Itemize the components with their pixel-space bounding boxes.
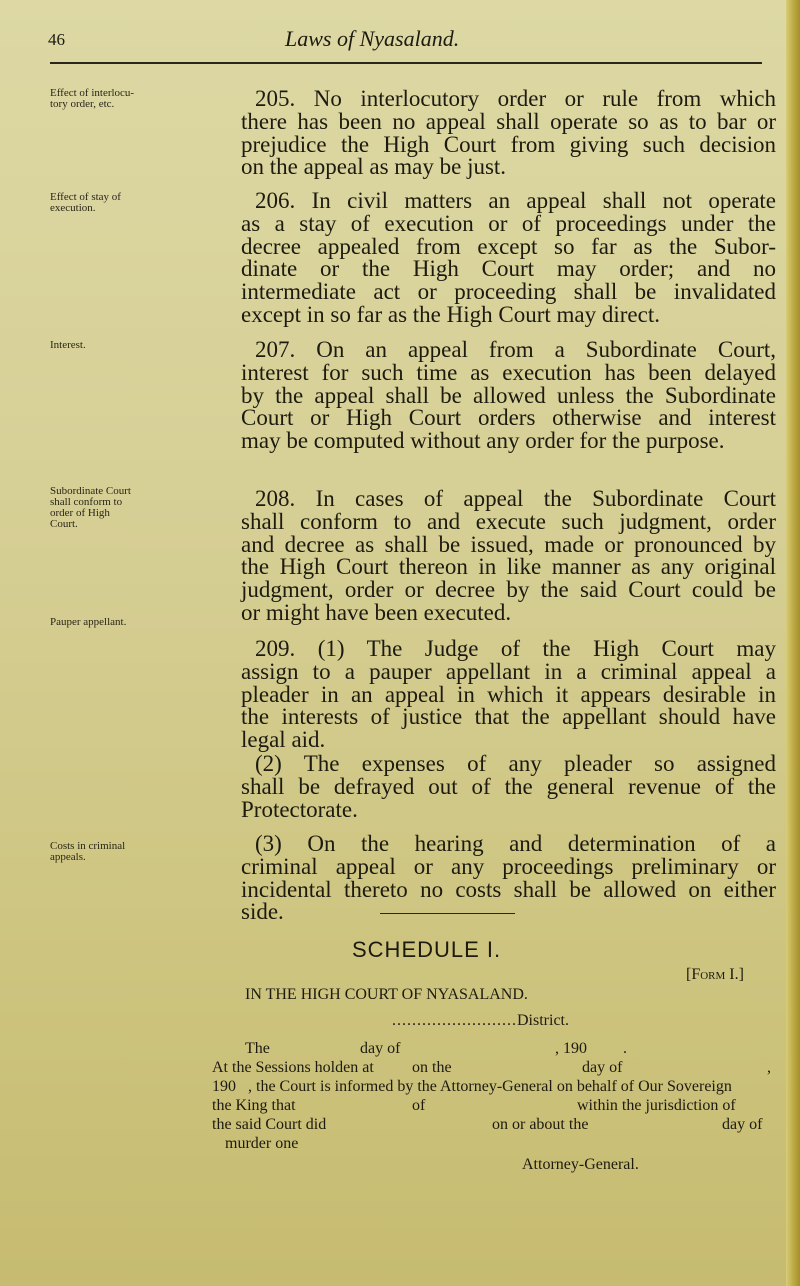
text-line: the High Court thereon in like manner as any original <box>241 554 776 580</box>
court-heading: IN THE HIGH COURT OF NYASALAND. <box>245 986 528 1003</box>
form-text: day of <box>582 1059 623 1076</box>
margin-note-line: Effect of stay of <box>50 191 121 203</box>
form-line-6: murder one <box>225 1135 299 1152</box>
text-line: there has been no appeal shall operate so as to bar or <box>241 108 776 134</box>
margin-note <box>50 88 160 110</box>
district-line: .........................District. <box>392 1012 569 1029</box>
margin-note-line: appeals. <box>50 851 86 863</box>
margin-note <box>50 841 160 863</box>
margin-note-line: tory order, etc. <box>50 98 115 110</box>
form-text: . <box>623 1040 627 1057</box>
form-text: , 190 <box>555 1040 587 1057</box>
form-text: on or about the <box>492 1116 589 1133</box>
text-line: as a stay of execution or of proceedings under the <box>241 210 776 236</box>
text-line: 205. No interlocutory order or rule from which <box>255 86 776 111</box>
text-line: by the appeal shall be allowed unless the Subordinate <box>241 382 776 408</box>
form-reference: [Form I.] <box>686 966 744 983</box>
margin-note-line: Court. <box>50 518 78 530</box>
section-paragraph <box>241 753 776 821</box>
section-paragraph <box>241 488 776 625</box>
form-text: , <box>767 1059 771 1076</box>
form-text: on the <box>412 1059 452 1076</box>
text-line: 207. On an appeal from a Subordinate Court, <box>255 337 776 362</box>
text-line: the interests of justice that the appellant should have <box>241 704 776 730</box>
form-text: of <box>412 1097 426 1114</box>
text-line: Protectorate. <box>241 796 358 822</box>
page-number: 46 <box>48 30 65 49</box>
text-line: side. <box>241 899 284 925</box>
text-line: 208. In cases of appeal the Subordinate Court <box>255 486 776 511</box>
text-line: 209. (1) The Judge of the High Court may <box>255 636 776 661</box>
text-line: judgment, order or decree by the said Court could be <box>241 577 776 603</box>
margin-note-line: execution. <box>50 202 96 214</box>
text-line: intermediate act or proceeding shall be invalidated <box>241 279 776 305</box>
text-line: dinate or the High Court may order; and no <box>241 256 776 282</box>
margin-note-line: Interest. <box>50 339 86 351</box>
signature-line: Attorney-General. <box>522 1156 639 1173</box>
text-line: decree appealed from except so far as the Subor- <box>241 233 776 259</box>
text-line: (2) The expenses of any pleader so assigned <box>255 751 776 776</box>
text-line: Court or High Court orders otherwise and interest <box>241 405 776 431</box>
margin-note <box>50 340 160 351</box>
margin-note <box>50 617 160 628</box>
text-line: criminal appeal or any proceedings preliminary or <box>241 853 776 879</box>
form-text: the King that <box>212 1097 296 1114</box>
header-rule <box>50 62 762 64</box>
margin-note-line: order of High <box>50 507 110 519</box>
margin-note-line: Effect of interlocu- <box>50 87 135 99</box>
district-label: District. <box>517 1012 569 1029</box>
section-divider <box>380 913 515 914</box>
form-text: day of <box>360 1040 401 1057</box>
margin-note-line: Costs in criminal <box>50 840 126 852</box>
margin-note <box>50 192 160 214</box>
text-line: incidental thereto no costs shall be allowed on either <box>241 876 776 902</box>
margin-note <box>50 486 160 530</box>
running-title: Laws of Nyasaland. <box>285 26 460 51</box>
form-text: The <box>245 1040 270 1057</box>
form-text: within the jurisdiction of <box>577 1097 736 1114</box>
text-line: 206. In civil matters an appeal shall not operate <box>255 188 776 213</box>
section-paragraph <box>241 638 776 752</box>
text-line: may be computed without any order for the purpose. <box>241 428 725 454</box>
text-line: pleader in an appeal in which it appears desirable in <box>241 681 776 707</box>
text-line: (3) On the hearing and determination of a <box>255 831 776 856</box>
section-paragraph <box>241 190 776 327</box>
text-line: or might have been executed. <box>241 599 512 625</box>
text-line: legal aid. <box>241 727 326 753</box>
form-text: day of <box>722 1116 763 1133</box>
text-line: assign to a pauper appellant in a criminal appeal a <box>241 658 776 684</box>
section-paragraph <box>241 88 776 179</box>
text-line: shall be defrayed out of the general revenue of the <box>241 773 776 799</box>
text-line: except in so far as the High Court may direct. <box>241 301 660 327</box>
text-line: and decree as shall be issued, made or pronounced by <box>241 531 776 557</box>
schedule-heading: SCHEDULE I. <box>352 937 502 962</box>
margin-note-line: Subordinate Court <box>50 485 131 497</box>
section-paragraph <box>241 339 776 453</box>
form-text: the said Court did <box>212 1116 327 1133</box>
text-line: interest for such time as execution has been delayed <box>241 359 776 385</box>
form-text: At the Sessions holden at <box>212 1059 374 1076</box>
margin-note-line: shall conform to <box>50 496 123 508</box>
section-paragraph <box>241 833 776 924</box>
text-line: prejudice the High Court from giving such decision <box>241 131 776 157</box>
margin-note-line: Pauper appellant. <box>50 616 127 628</box>
page-edge <box>786 0 800 1286</box>
text-line: shall conform to and execute such judgment, order <box>241 508 776 534</box>
form-line-3: 190 , the Court is informed by the Attorney-General on behalf of Our Sovereign <box>212 1078 732 1095</box>
text-line: on the appeal as may be just. <box>241 154 507 180</box>
